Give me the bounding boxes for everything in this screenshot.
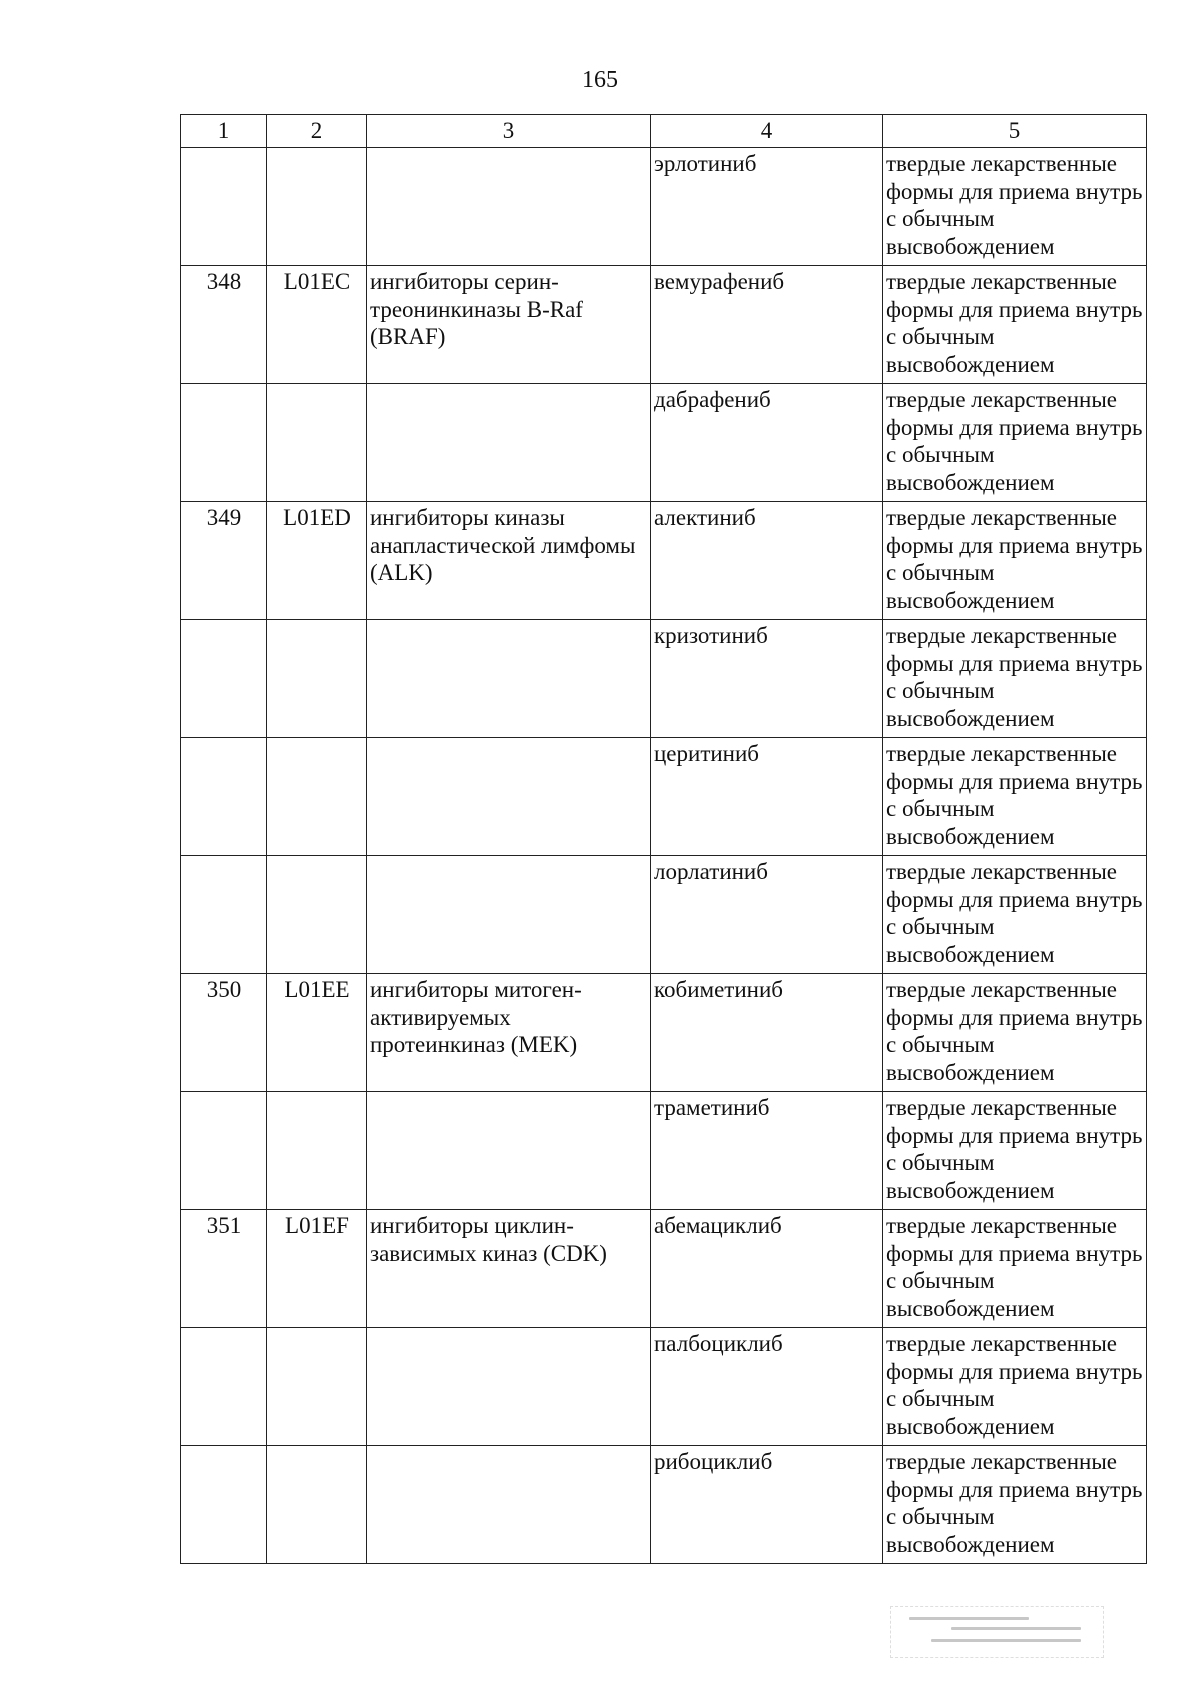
dosage-form: твердые лекарственные формы для приема внутрь с обычным высвобождением (883, 856, 1147, 974)
drug-name: кризотиниб (651, 620, 883, 738)
pharmacological-group (367, 1446, 651, 1564)
atc-code (267, 1092, 367, 1210)
row-number: 348 (181, 266, 267, 384)
column-header-5: 5 (883, 115, 1147, 148)
table-row (181, 1328, 1147, 1446)
table-row (181, 974, 1147, 1092)
dosage-form: твердые лекарственные формы для приема внутрь с обычным высвобождением (883, 1092, 1147, 1210)
row-number (181, 1446, 267, 1564)
row-number: 351 (181, 1210, 267, 1328)
column-header-1: 1 (181, 115, 267, 148)
dosage-form: твердые лекарственные формы для приема внутрь с обычным высвобождением (883, 266, 1147, 384)
atc-code: L01EF (267, 1210, 367, 1328)
table-row (181, 266, 1147, 384)
column-header-3: 3 (367, 115, 651, 148)
atc-code (267, 620, 367, 738)
dosage-form: твердые лекарственные формы для приема внутрь с обычным высвобождением (883, 148, 1147, 266)
pharmacological-group (367, 384, 651, 502)
dosage-form: твердые лекарственные формы для приема внутрь с обычным высвобождением (883, 1210, 1147, 1328)
pharmacological-group (367, 856, 651, 974)
row-number: 350 (181, 974, 267, 1092)
column-header-4: 4 (651, 115, 883, 148)
pharmacological-group: ингибиторы серин-треонинкиназы B-Raf (BRAF) (367, 266, 651, 384)
pharmacological-group (367, 1328, 651, 1446)
dosage-form: твердые лекарственные формы для приема внутрь с обычным высвобождением (883, 384, 1147, 502)
atc-code (267, 856, 367, 974)
atc-code: L01EE (267, 974, 367, 1092)
row-number (181, 738, 267, 856)
dosage-form: твердые лекарственные формы для приема внутрь с обычным высвобождением (883, 738, 1147, 856)
atc-code (267, 738, 367, 856)
row-number (181, 148, 267, 266)
row-number (181, 384, 267, 502)
pharmacological-group (367, 148, 651, 266)
drug-name: лорлатиниб (651, 856, 883, 974)
pharmacological-group (367, 620, 651, 738)
table-row (181, 148, 1147, 266)
dosage-form: твердые лекарственные формы для приема внутрь с обычным высвобождением (883, 620, 1147, 738)
atc-code (267, 148, 367, 266)
drug-name: вемурафениб (651, 266, 883, 384)
table-row (181, 738, 1147, 856)
row-number (181, 856, 267, 974)
dosage-form: твердые лекарственные формы для приема внутрь с обычным высвобождением (883, 1446, 1147, 1564)
atc-code (267, 384, 367, 502)
drug-name: рибоциклиб (651, 1446, 883, 1564)
row-number (181, 620, 267, 738)
table-row (181, 856, 1147, 974)
row-number: 349 (181, 502, 267, 620)
dosage-form: твердые лекарственные формы для приема внутрь с обычным высвобождением (883, 1328, 1147, 1446)
drug-name: дабрафениб (651, 384, 883, 502)
pharmacological-group: ингибиторы киназы анапластической лимфомы (ALK) (367, 502, 651, 620)
dosage-form: твердые лекарственные формы для приема внутрь с обычным высвобождением (883, 502, 1147, 620)
pharmacological-group (367, 1092, 651, 1210)
pharmacological-group (367, 738, 651, 856)
table-row (181, 1210, 1147, 1328)
atc-code (267, 1446, 367, 1564)
row-number (181, 1328, 267, 1446)
drug-name: эрлотиниб (651, 148, 883, 266)
atc-code (267, 1328, 367, 1446)
drug-name: палбоциклиб (651, 1328, 883, 1446)
drug-name: алектиниб (651, 502, 883, 620)
approval-stamp (890, 1606, 1104, 1658)
drug-name: траметиниб (651, 1092, 883, 1210)
table-row (181, 1092, 1147, 1210)
atc-code: L01EC (267, 266, 367, 384)
row-number (181, 1092, 267, 1210)
drug-name: абемациклиб (651, 1210, 883, 1328)
dosage-form: твердые лекарственные формы для приема внутрь с обычным высвобождением (883, 974, 1147, 1092)
drug-name: церитиниб (651, 738, 883, 856)
table-row (181, 620, 1147, 738)
pharmacological-group: ингибиторы митоген-активируемых протеинкиназ (MEK) (367, 974, 651, 1092)
column-header-2: 2 (267, 115, 367, 148)
page-number: 165 (582, 67, 618, 93)
table-body (181, 115, 1147, 1564)
pharmacological-group: ингибиторы циклин-зависимых киназ (CDK) (367, 1210, 651, 1328)
table-row (181, 1446, 1147, 1564)
drug-table (180, 114, 1147, 1564)
drug-name: кобиметиниб (651, 974, 883, 1092)
table-row (181, 502, 1147, 620)
header-row (181, 115, 1147, 148)
atc-code: L01ED (267, 502, 367, 620)
table-row (181, 384, 1147, 502)
